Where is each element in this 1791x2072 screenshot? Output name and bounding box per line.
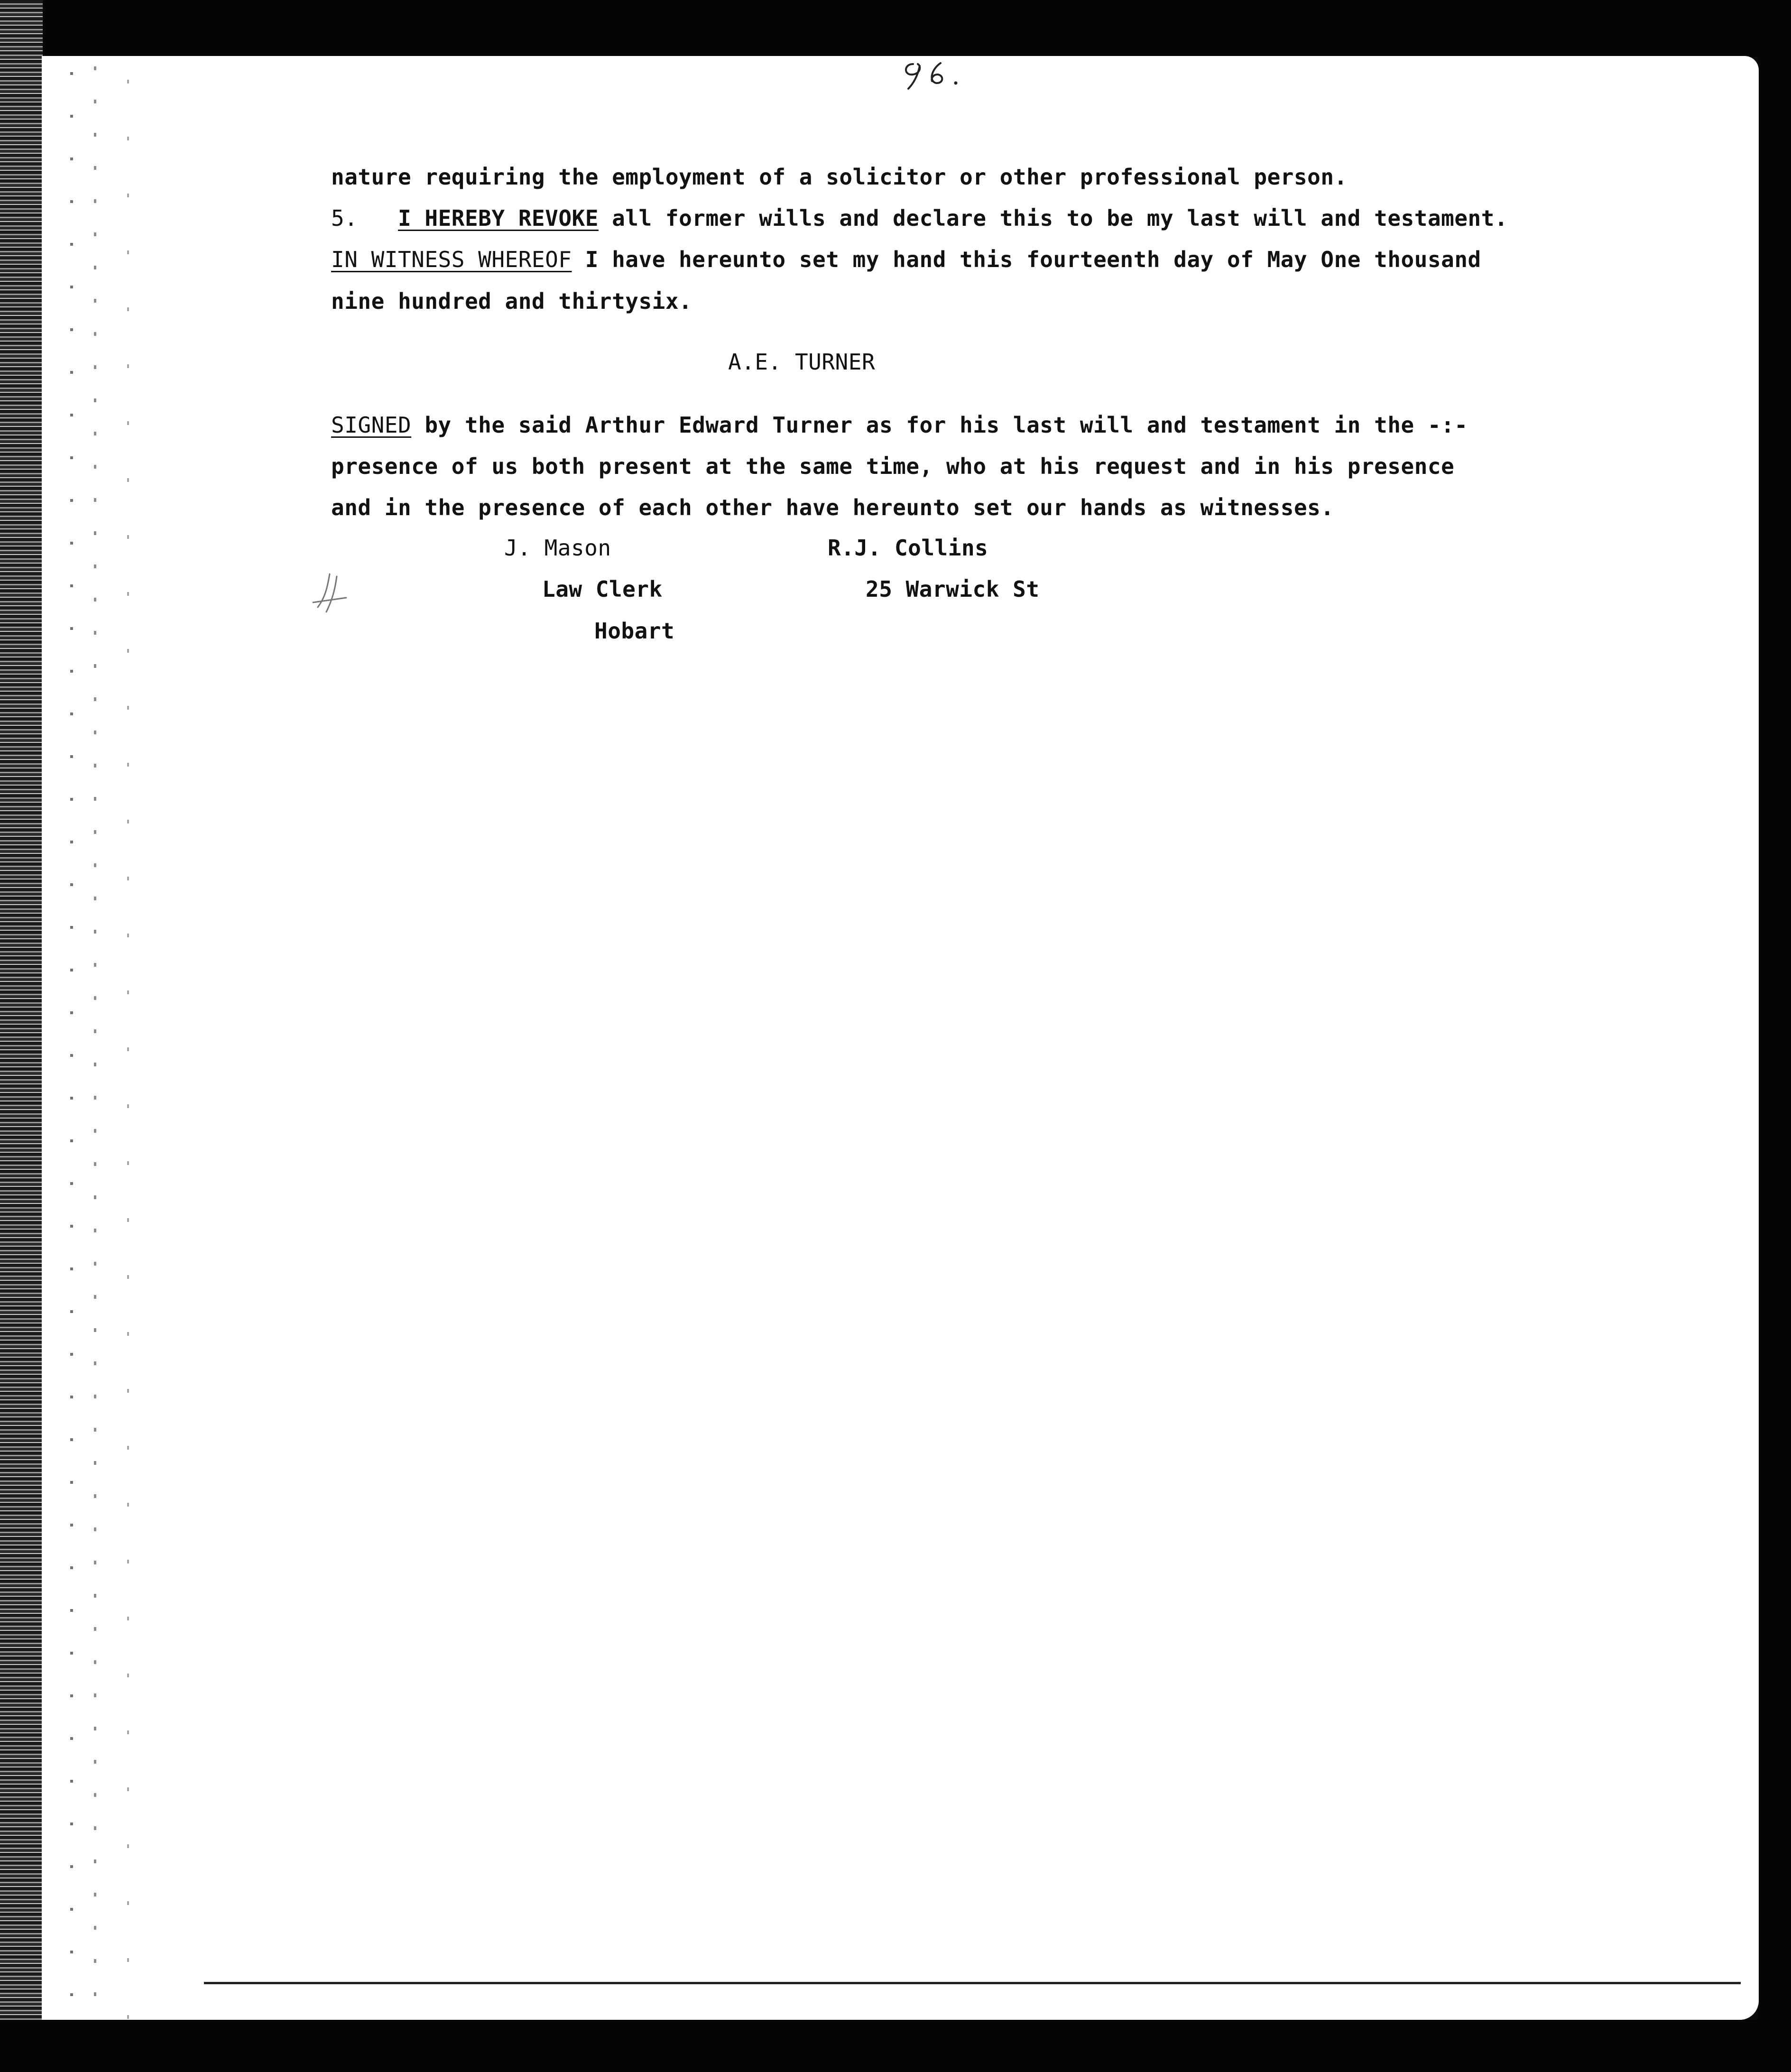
attestation-line-1-text: by the said Arthur Edward Turner as for his last will and testament in the -:- (411, 412, 1468, 438)
pencil-mark (304, 569, 356, 621)
attestation-line-2: presence of us both present at the same time, who at his request and in his presence (331, 453, 1455, 479)
attestation-heading: SIGNED (331, 412, 412, 438)
clause-number: 5. (331, 205, 358, 231)
scan-edge-right (1758, 0, 1791, 2072)
bottom-rule (204, 1982, 1741, 1984)
witness-left-title: Law Clerk (542, 576, 663, 602)
attestation-line-1 (331, 411, 1468, 439)
witness-right-name: R.J. Collins (828, 535, 988, 561)
scan-edge-top (0, 0, 1791, 57)
clause-5 (331, 204, 1508, 232)
binding-margin (42, 56, 137, 2020)
witness-left-name: J. Mason (504, 535, 611, 561)
body-line-1: nature requiring the employment of a solicitor or other professional person. (331, 164, 1348, 190)
witness-right-address: 25 Warwick St (866, 576, 1040, 602)
scan-edge-bottom (0, 2020, 1791, 2072)
witness-heading: IN WITNESS WHEREOF (331, 247, 572, 272)
witness-left-place: Hobart (594, 618, 675, 644)
document-page (42, 56, 1759, 2020)
witness-clause (331, 245, 1481, 274)
clause-5-heading: I HEREBY REVOKE (397, 205, 599, 231)
scan-edge-left (0, 0, 43, 2072)
testator-signature: A.E. TURNER (728, 349, 876, 375)
attestation-line-3: and in the presence of each other have hereunto set our hands as witnesses. (331, 495, 1334, 520)
clause-5-text: all former wills and declare this to be my last will and testament. (598, 205, 1508, 231)
witness-line-2: nine hundred and thirtysix. (331, 288, 692, 314)
witness-text: I have hereunto set my hand this fourteenth day of May One thousand (572, 247, 1481, 272)
page-number-handwritten (899, 55, 984, 92)
